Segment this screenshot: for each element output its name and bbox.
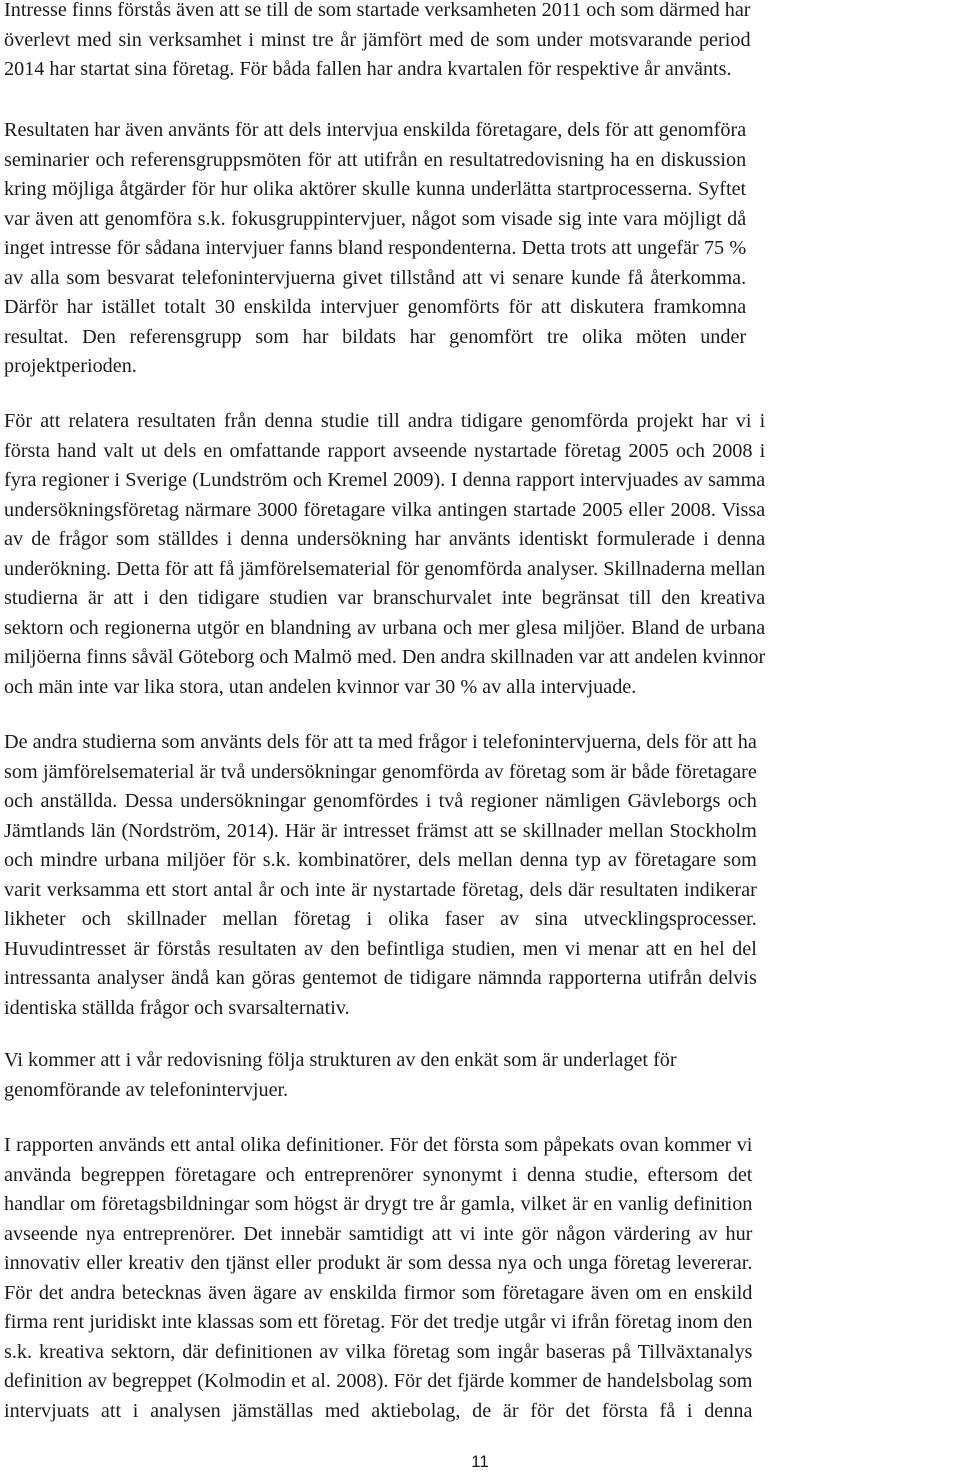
text-line: använda begreppen företagare och entreprenörer synonymt i denna studie, eftersom det	[4, 1163, 753, 1186]
text-line: s.k. kreativa sektorn, där definitionen av vilka företag som ingår baseras på Tillväxtanalys	[4, 1340, 753, 1363]
text-line: undersökningsföretag närmare 3000 företagare vilka antingen startade 2005 eller 2008. Vissa	[4, 498, 766, 521]
text-line: kring möjliga åtgärder för hur olika aktörer skulle kunna underlätta startprocesserna. Syftet	[4, 178, 747, 200]
text-line: var även att genomföra s.k. fokusgruppintervjuer, något som visade sig inte vara möjligt då	[4, 207, 747, 230]
text-line: och mindre urbana miljöer för s.k. kombinatörer, dels mellan denna typ av företagare som	[4, 849, 757, 871]
text-line: Jämtlands län (Nordström, 2014). Här är intresset främst att se skillnader mellan Stockholm	[4, 819, 757, 842]
text-line: Vi kommer att i vår redovisning följa strukturen av den enkät som är underlaget för	[4, 1049, 677, 1071]
paragraph-5	[4, 1046, 677, 1105]
text-line: genomförande av telefonintervjuer.	[4, 1078, 289, 1101]
text-line: och anställda. Dessa undersökningar genomfördes i två regioner nämligen Gävleborgs och	[4, 790, 757, 812]
text-line: resultat. Den referensgrupp som har bildats har genomfört tre olika möten under	[4, 325, 747, 348]
text-line: av alla som besvarat telefonintervjuerna givet tillstånd att vi senare kunde få återkomma.	[4, 266, 747, 289]
text-line: definition av begreppet (Kolmodin et al. 2008). För det fjärde kommer de handelsbolag som	[4, 1370, 753, 1392]
text-line: intervjuats att i analysen jämställas med aktiebolag, de är för det första få i denna	[4, 1399, 753, 1422]
text-line: varit verksamma ett stort antal år och inte är nystartade företag, dels där resultaten indikerar	[4, 878, 757, 901]
paragraph-4	[4, 728, 757, 1023]
text-line: första hand valt ut dels en omfattande rapport avseende nystartade företag 2005 och 2008 i	[4, 439, 766, 462]
text-line: I rapporten används ett antal olika definitioner. För det första som påpekats ovan kommer vi	[4, 1134, 753, 1156]
text-line: studierna är att i den tidigare studien var branschurvalet inte begränsat till den kreativa	[4, 587, 766, 609]
text-line: seminarier och referensgruppsmöten för att utifrån en resultatredovisning ha en diskussion	[4, 148, 747, 171]
text-line: Resultaten har även använts för att dels intervjua enskilda företagare, dels för att genomföra	[4, 119, 747, 141]
text-line: underökning. Detta för att få jämförelsematerial för genomförda analyser. Skillnaderna mellan	[4, 557, 766, 580]
page-number: 11	[471, 1452, 489, 1471]
paragraph-6	[4, 1131, 752, 1426]
text-line: överlevt med sin verksamhet i minst tre år jämfört med de som under motsvarande period	[4, 28, 751, 51]
paragraph-2	[4, 116, 746, 382]
text-line: och män inte var lika stora, utan andelen kvinnor var 30 % av alla intervjuade.	[4, 675, 637, 698]
text-line: inget intresse för sådana intervjuer fanns bland respondenterna. Detta trots att ungefär 75 %	[4, 237, 747, 259]
text-line: De andra studierna som använts dels för att ta med frågor i telefonintervjuerna, dels för att ha	[4, 731, 757, 753]
text-line: sektorn och regionerna utgör en blandning av urbana och mer glesa miljöer. Bland de urbana	[4, 616, 766, 639]
text-line: firma rent juridiskt inte klassas som ett företag. För det tredje utgår vi ifrån företag inom den	[4, 1311, 753, 1333]
text-line: som jämförelsematerial är två undersökningar genomförda av företag som är både företagare	[4, 760, 757, 783]
text-line: likheter och skillnader mellan företag i olika faser av sina utvecklingsprocesser.	[4, 908, 757, 930]
text-line: 2014 har startat sina företag. För båda fallen har andra kvartalen för respektive år använts.	[4, 58, 732, 80]
text-line: innovativ eller kreativ den tjänst eller produkt är som dessa nya och unga företag levererar.	[4, 1252, 753, 1274]
text-line: För att relatera resultaten från denna studie till andra tidigare genomförda projekt har vi i	[4, 410, 766, 432]
text-line: Huvudintresset är förstås resultaten av den befintliga studien, men vi menar att en hel del	[4, 937, 757, 960]
text-line: Därför har istället totalt 30 enskilda intervjuer genomförts för att diskutera framkomna	[4, 296, 747, 318]
text-line: miljöerna finns såväl Göteborg och Malmö med. Den andra skillnaden var att andelen kvinnor	[4, 646, 766, 668]
text-line: Intresse finns förstås även att se till de som startade verksamheten 2011 och som därmed har	[4, 0, 751, 21]
text-line: identiska ställda frågor och svarsalternativ.	[4, 996, 350, 1019]
text-line: För det andra betecknas även ägare av enskilda firmor som företagare även om en enskild	[4, 1281, 753, 1304]
text-line: fyra regioner i Sverige (Lundström och Kremel 2009). I denna rapport intervjuades av samma	[4, 469, 766, 491]
text-line: avseende nya entreprenörer. Det innebär samtidigt att vi inte gör någon värdering av hur	[4, 1222, 753, 1245]
paragraph-3	[4, 407, 765, 702]
paragraph-1	[4, 0, 751, 85]
text-line: projektperioden.	[4, 355, 137, 377]
text-line: handlar om företagsbildningar som högst är drygt tre år gamla, vilket är en vanlig definition	[4, 1193, 753, 1215]
text-line: intressanta analyser ändå kan göras gentemot de tidigare nämnda rapporterna utifrån delvis	[4, 967, 757, 989]
text-line: av de frågor som ställdes i denna undersökning har använts identiskt formulerade i denna	[4, 528, 766, 550]
